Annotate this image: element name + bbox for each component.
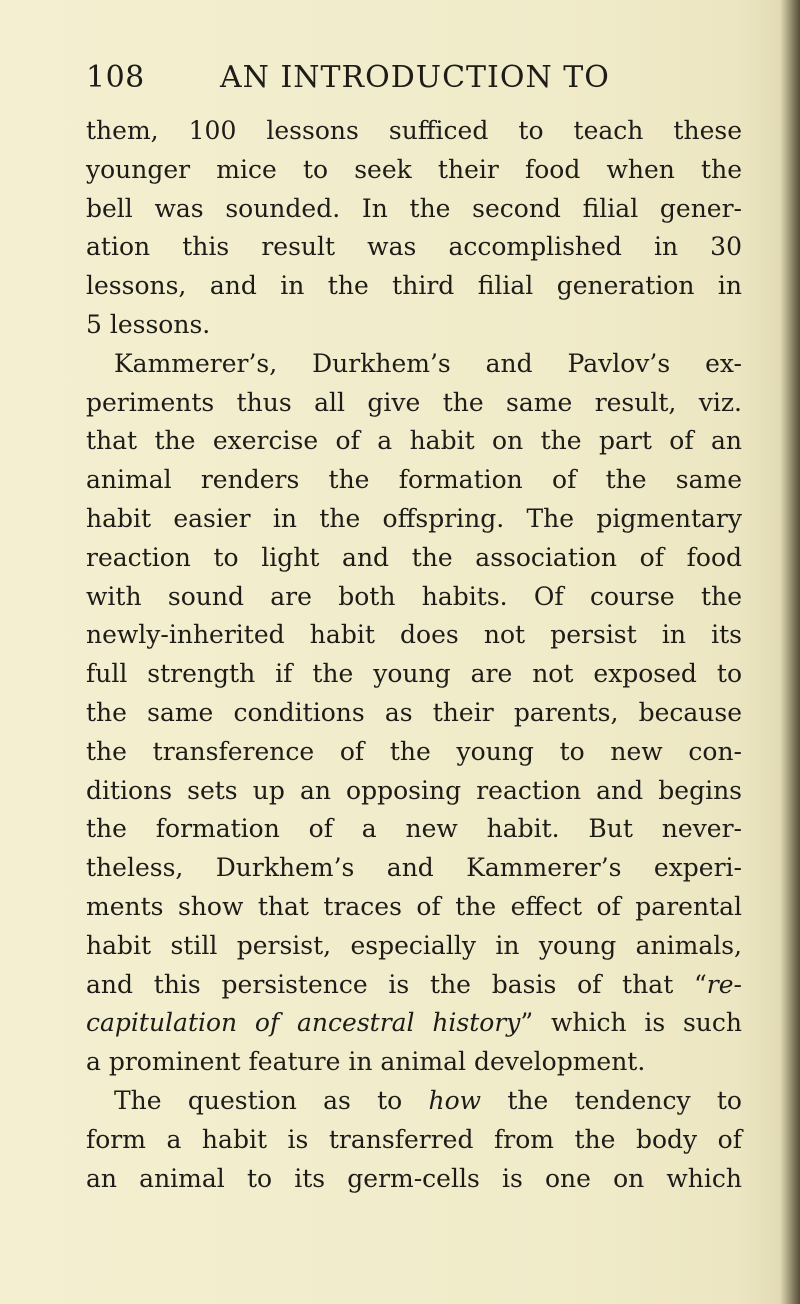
italic-text: re- — [706, 969, 742, 999]
text-line — [86, 1004, 742, 1043]
text-line: 5 lessons. — [86, 309, 211, 339]
text-line: Kammerer’s, Durkhem’s and Pavlov’s ex- — [114, 348, 742, 378]
text-line: lessons, and in the third filial generation in — [86, 271, 742, 301]
text-line: theless, Durkhem’s and Kammerer’s experi- — [86, 853, 742, 883]
text-line: form a habit is transferred from the body of — [86, 1124, 742, 1154]
text-line: bell was sounded. In the second filial gener- — [86, 193, 742, 223]
text-line: newly-inherited habit does not persist in its — [86, 620, 742, 650]
text-line: full strength if the young are not exposed to — [86, 659, 742, 689]
text-segment: The question as to — [114, 1085, 429, 1115]
text-line: with sound are both habits. Of course the — [86, 581, 742, 611]
text-segment: the tendency to — [481, 1085, 742, 1115]
page-edge-shadow — [780, 0, 800, 1304]
text-line: periments thus all give the same result, viz. — [86, 387, 742, 417]
page-number: 108 — [86, 60, 145, 95]
text-segment: ” which is such — [520, 1008, 742, 1038]
text-line: younger mice to seek their food when the — [86, 154, 742, 184]
text-line: an animal to its germ-cells is one on which — [86, 1163, 742, 1193]
text-segment: and this persistence is the basis of that “ — [86, 969, 707, 999]
text-line: animal renders the formation of the same — [86, 465, 742, 495]
text-line: ditions sets up an opposing reaction and begins — [86, 775, 742, 805]
text-line — [86, 1082, 742, 1121]
text-line: them, 100 lessons sufficed to teach these — [86, 116, 742, 145]
text-line: a prominent feature in animal development. — [86, 1047, 646, 1077]
text-line: habit easier in the offspring. The pigmentary — [86, 503, 742, 533]
text-line: the transference of the young to new con- — [86, 736, 742, 766]
italic-text: how — [428, 1085, 482, 1115]
running-head-title: AN INTRODUCTION TO — [220, 60, 610, 95]
text-line: habit still persist, especially in young animals, — [86, 930, 742, 960]
text-line: ments show that traces of the effect of parental — [86, 891, 742, 921]
running-head — [86, 58, 706, 98]
text-line: reaction to light and the association of food — [86, 542, 742, 572]
italic-text: capitulation of ancestral history — [86, 1008, 521, 1038]
text-line — [86, 966, 742, 1005]
text-line: the formation of a new habit. But never- — [86, 814, 742, 844]
body-text — [86, 112, 742, 1198]
text-line: the same conditions as their parents, because — [86, 697, 742, 727]
text-line: ation this result was accomplished in 30 — [86, 232, 742, 262]
text-line: that the exercise of a habit on the part of an — [86, 426, 742, 456]
